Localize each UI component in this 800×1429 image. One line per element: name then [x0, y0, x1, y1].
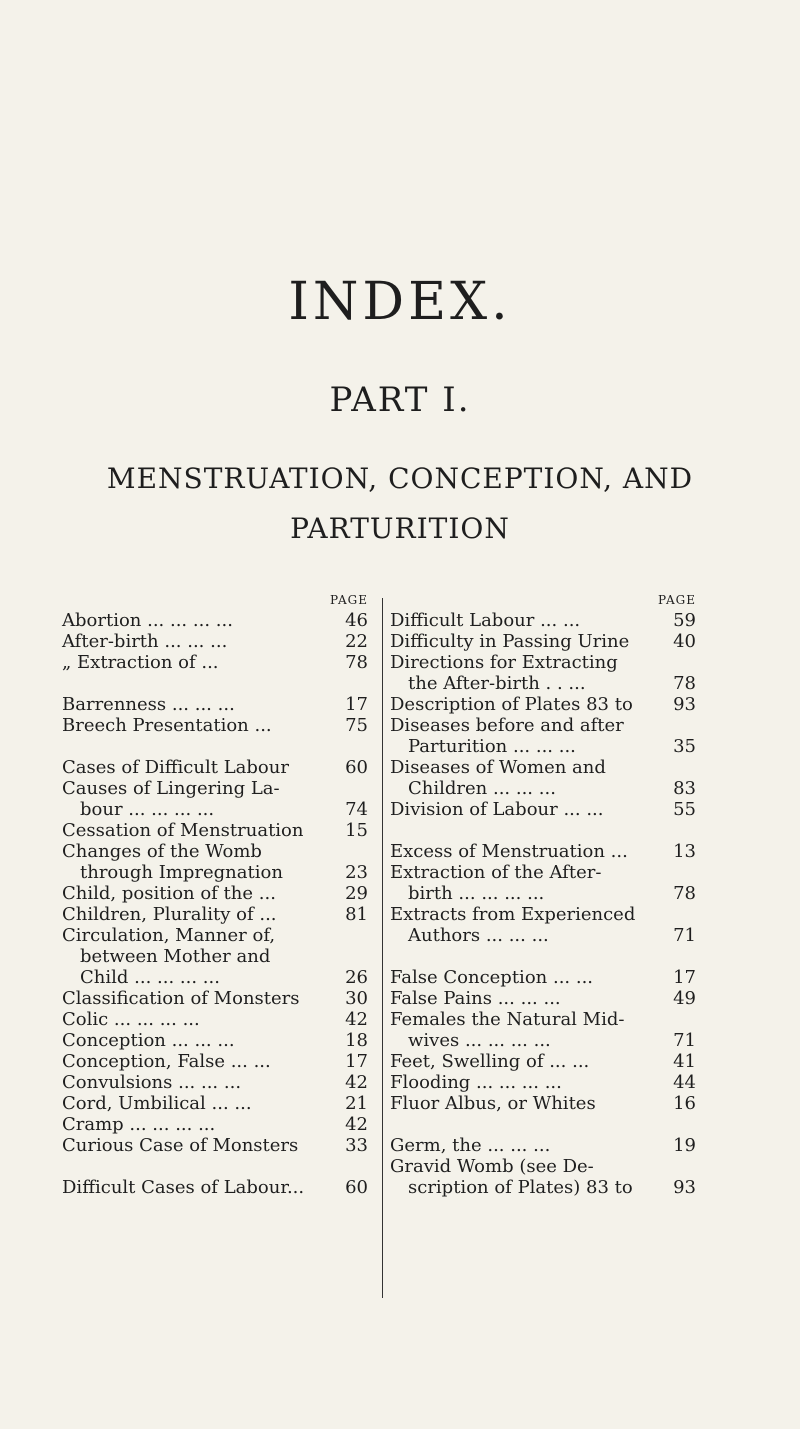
- index-entry: [390, 715, 696, 757]
- index-term: wives ... ... ... ...: [408, 1030, 551, 1051]
- index-term: Child ... ... ... ...: [80, 967, 220, 988]
- index-gap: [390, 820, 696, 841]
- index-entry-line: [390, 841, 696, 862]
- index-entry: [62, 757, 368, 778]
- index-entry: [62, 904, 368, 925]
- index-entry: [62, 925, 368, 988]
- index-entry-line: [62, 1093, 368, 1114]
- index-entry: [390, 967, 696, 988]
- index-page-number: 15: [345, 820, 368, 841]
- index-term: Children, Plurality of ...: [62, 904, 277, 925]
- index-entry: [390, 799, 696, 820]
- index-page-number: 18: [345, 1030, 368, 1051]
- index-term: Extraction of the After-: [390, 862, 602, 883]
- index-entry: [62, 1072, 368, 1093]
- index-column-left: [62, 590, 368, 1198]
- page-column-label: PAGE: [330, 593, 368, 607]
- index-term: Cessation of Menstruation: [62, 820, 304, 841]
- index-term: Extracts from Experienced: [390, 904, 636, 925]
- index-term: Barrenness ... ... ...: [62, 694, 235, 715]
- index-entry-line: [390, 610, 696, 631]
- index-gap: [62, 736, 368, 757]
- index-entry-line: [62, 1072, 368, 1093]
- index-entry-line: [390, 862, 696, 883]
- index-term: Diseases of Women and: [390, 757, 606, 778]
- index-entry: [62, 1135, 368, 1156]
- index-page-number: 44: [673, 1072, 696, 1093]
- index-gap: [390, 946, 696, 967]
- index-page-number: 60: [345, 1177, 368, 1198]
- index-page-number: 41: [673, 1051, 696, 1072]
- index-entry-line: [390, 694, 696, 715]
- index-entry-line: [390, 883, 696, 904]
- index-entry: [62, 841, 368, 883]
- index-term: scription of Plates) 83 to: [408, 1177, 633, 1198]
- index-entry-line: [62, 925, 368, 946]
- index-page-number: 40: [673, 631, 696, 652]
- index-entry: [390, 1072, 696, 1093]
- index-entry-line: [62, 715, 368, 736]
- index-entry: [62, 883, 368, 904]
- index-page-number: 49: [673, 988, 696, 1009]
- index-term: Changes of the Womb: [62, 841, 262, 862]
- index-entry-line: [390, 799, 696, 820]
- index-term: Difficult Cases of Labour...: [62, 1177, 305, 1198]
- index-entry-line: [390, 1093, 696, 1114]
- index-entry-line: [62, 967, 368, 988]
- index-entry-line: [62, 1114, 368, 1135]
- index-entry: [62, 1114, 368, 1135]
- index-term: False Conception ... ...: [390, 967, 594, 988]
- index-entry-line: [390, 673, 696, 694]
- index-term: Division of Labour ... ...: [390, 799, 604, 820]
- index-entry-line: [62, 1135, 368, 1156]
- index-term: Convulsions ... ... ...: [62, 1072, 242, 1093]
- column-divider: [382, 598, 383, 1298]
- index-entry: [62, 715, 368, 736]
- index-entry: [390, 1051, 696, 1072]
- index-page-number: 26: [345, 967, 368, 988]
- index-term: Circulation, Manner of,: [62, 925, 276, 946]
- section-subtitle-line2: PARTURITION: [290, 512, 510, 545]
- index-entry-line: [390, 1009, 696, 1030]
- index-term: Parturition ... ... ...: [408, 736, 576, 757]
- index-entry-line: [390, 1072, 696, 1093]
- index-entry-line: [390, 1177, 696, 1198]
- index-page-number: 42: [345, 1114, 368, 1135]
- index-page-number: 71: [673, 1030, 696, 1051]
- index-entry: [62, 1051, 368, 1072]
- index-page-number: 17: [345, 1051, 368, 1072]
- index-term: Breech Presentation ...: [62, 715, 272, 736]
- index-entry: [390, 1093, 696, 1114]
- index-entry-line: [62, 1177, 368, 1198]
- index-entry-line: [62, 799, 368, 820]
- index-page-number: 35: [673, 736, 696, 757]
- index-entry: [390, 757, 696, 799]
- index-entry: [390, 1009, 696, 1051]
- index-page-number: 23: [345, 862, 368, 883]
- index-page-number: 16: [673, 1093, 696, 1114]
- index-entry-line: [390, 1135, 696, 1156]
- index-entry-line: [390, 925, 696, 946]
- index-column-right: [390, 590, 696, 1198]
- index-entry: [62, 1009, 368, 1030]
- index-term: Females the Natural Mid-: [390, 1009, 625, 1030]
- index-term: birth ... ... ... ...: [408, 883, 545, 904]
- index-page-number: 55: [673, 799, 696, 820]
- index-entry-line: [62, 946, 368, 967]
- index-term: bour ... ... ... ...: [80, 799, 215, 820]
- index-entry-line: [390, 715, 696, 736]
- index-entry: [390, 988, 696, 1009]
- index-title: INDEX.: [288, 272, 512, 332]
- part-title: PART I.: [329, 380, 471, 420]
- index-entry: [62, 820, 368, 841]
- index-entry: [62, 988, 368, 1009]
- index-page-number: 78: [345, 652, 368, 673]
- index-term: After-birth ... ... ...: [62, 631, 228, 652]
- index-entry-line: [62, 841, 368, 862]
- index-entry: [390, 652, 696, 694]
- index-entry: [390, 631, 696, 652]
- index-term: Cord, Umbilical ... ...: [62, 1093, 252, 1114]
- index-term: Children ... ... ...: [408, 778, 556, 799]
- index-entry-line: [62, 652, 368, 673]
- index-entry-line: [390, 1156, 696, 1177]
- index-entry-line: [390, 967, 696, 988]
- index-term: Difficulty in Passing Urine: [390, 631, 630, 652]
- index-term: Child, position of the ...: [62, 883, 276, 904]
- index-page-number: 78: [673, 883, 696, 904]
- index-term: Diseases before and after: [390, 715, 624, 736]
- index-entry: [390, 1135, 696, 1156]
- index-entry: [390, 862, 696, 904]
- index-entry: [62, 1177, 368, 1198]
- index-page-number: 93: [673, 694, 696, 715]
- index-gap: [390, 1114, 696, 1135]
- index-term: Authors ... ... ...: [408, 925, 549, 946]
- index-term: Flooding ... ... ... ...: [390, 1072, 562, 1093]
- index-term: Colic ... ... ... ...: [62, 1009, 200, 1030]
- index-entry-line: [62, 988, 368, 1009]
- index-page-number: 42: [345, 1072, 368, 1093]
- index-entry-line: [390, 778, 696, 799]
- index-entry-line: [62, 631, 368, 652]
- index-term: Excess of Menstruation ...: [390, 841, 628, 862]
- index-term: Directions for Extracting: [390, 652, 618, 673]
- index-term: Conception, False ... ...: [62, 1051, 271, 1072]
- index-entry: [62, 1093, 368, 1114]
- index-term: Abortion ... ... ... ...: [62, 610, 233, 631]
- index-entry: [390, 1156, 696, 1198]
- index-term: Cases of Difficult Labour: [62, 757, 289, 778]
- index-entry: [62, 610, 368, 631]
- index-page-number: 33: [345, 1135, 368, 1156]
- index-page-number: 71: [673, 925, 696, 946]
- section-subtitle-line1: MENSTRUATION, CONCEPTION, AND: [106, 462, 694, 495]
- index-entry-line: [390, 1030, 696, 1051]
- index-page-number: 46: [345, 610, 368, 631]
- index-term: Gravid Womb (see De-: [390, 1156, 594, 1177]
- index-page-number: 42: [345, 1009, 368, 1030]
- index-term: Causes of Lingering La-: [62, 778, 280, 799]
- index-term: Fluor Albus, or Whites: [390, 1093, 596, 1114]
- page-column-label: PAGE: [658, 593, 696, 607]
- index-entry-line: [62, 904, 368, 925]
- index-entry-line: [390, 631, 696, 652]
- index-term: Classification of Monsters: [62, 988, 300, 1009]
- index-page-number: 59: [673, 610, 696, 631]
- index-term: Germ, the ... ... ...: [390, 1135, 551, 1156]
- index-page-number: 83: [673, 778, 696, 799]
- index-entry-line: [62, 1009, 368, 1030]
- index-page-number: 81: [345, 904, 368, 925]
- index-page-number: 74: [345, 799, 368, 820]
- index-entry: [62, 694, 368, 715]
- index-entry: [390, 694, 696, 715]
- index-page-number: 17: [345, 694, 368, 715]
- index-page-number: 21: [345, 1093, 368, 1114]
- index-entry-line: [390, 736, 696, 757]
- index-entry: [62, 778, 368, 820]
- index-page-number: 17: [673, 967, 696, 988]
- index-entry: [62, 631, 368, 652]
- index-term: „ Extraction of ...: [62, 652, 219, 673]
- index-entry-line: [62, 820, 368, 841]
- index-entry-line: [62, 778, 368, 799]
- index-page-number: 60: [345, 757, 368, 778]
- index-term: Feet, Swelling of ... ...: [390, 1051, 590, 1072]
- index-gap: [62, 673, 368, 694]
- index-term: the After-birth . . ...: [408, 673, 586, 694]
- index-entry-line: [390, 757, 696, 778]
- index-term: between Mother and: [80, 946, 271, 967]
- index-entry-line: [390, 904, 696, 925]
- index-entry-line: [62, 1051, 368, 1072]
- index-term: through Impregnation: [80, 862, 283, 883]
- index-page-number: 75: [345, 715, 368, 736]
- index-page-number: 78: [673, 673, 696, 694]
- index-term: Difficult Labour ... ...: [390, 610, 581, 631]
- index-term: Description of Plates 83 to: [390, 694, 633, 715]
- index-entry-line: [390, 1051, 696, 1072]
- index-page-number: 19: [673, 1135, 696, 1156]
- index-entry: [390, 841, 696, 862]
- index-entry-line: [62, 610, 368, 631]
- index-entry-line: [62, 862, 368, 883]
- index-page-number: 13: [673, 841, 696, 862]
- index-gap: [62, 1156, 368, 1177]
- index-term: Conception ... ... ...: [62, 1030, 235, 1051]
- index-entry-line: [62, 883, 368, 904]
- index-term: Cramp ... ... ... ...: [62, 1114, 216, 1135]
- index-entry: [390, 904, 696, 946]
- index-entry: [62, 1030, 368, 1051]
- index-entry: [390, 610, 696, 631]
- index-page-number: 30: [345, 988, 368, 1009]
- index-entry-line: [390, 988, 696, 1009]
- index-entry-line: [390, 652, 696, 673]
- index-term: False Pains ... ... ...: [390, 988, 561, 1009]
- index-page-number: 93: [673, 1177, 696, 1198]
- index-entry-line: [62, 1030, 368, 1051]
- index-page-number: 22: [345, 631, 368, 652]
- index-entry-line: [62, 694, 368, 715]
- index-term: Curious Case of Monsters: [62, 1135, 299, 1156]
- index-entry: [62, 652, 368, 673]
- index-entry-line: [62, 757, 368, 778]
- index-page-number: 29: [345, 883, 368, 904]
